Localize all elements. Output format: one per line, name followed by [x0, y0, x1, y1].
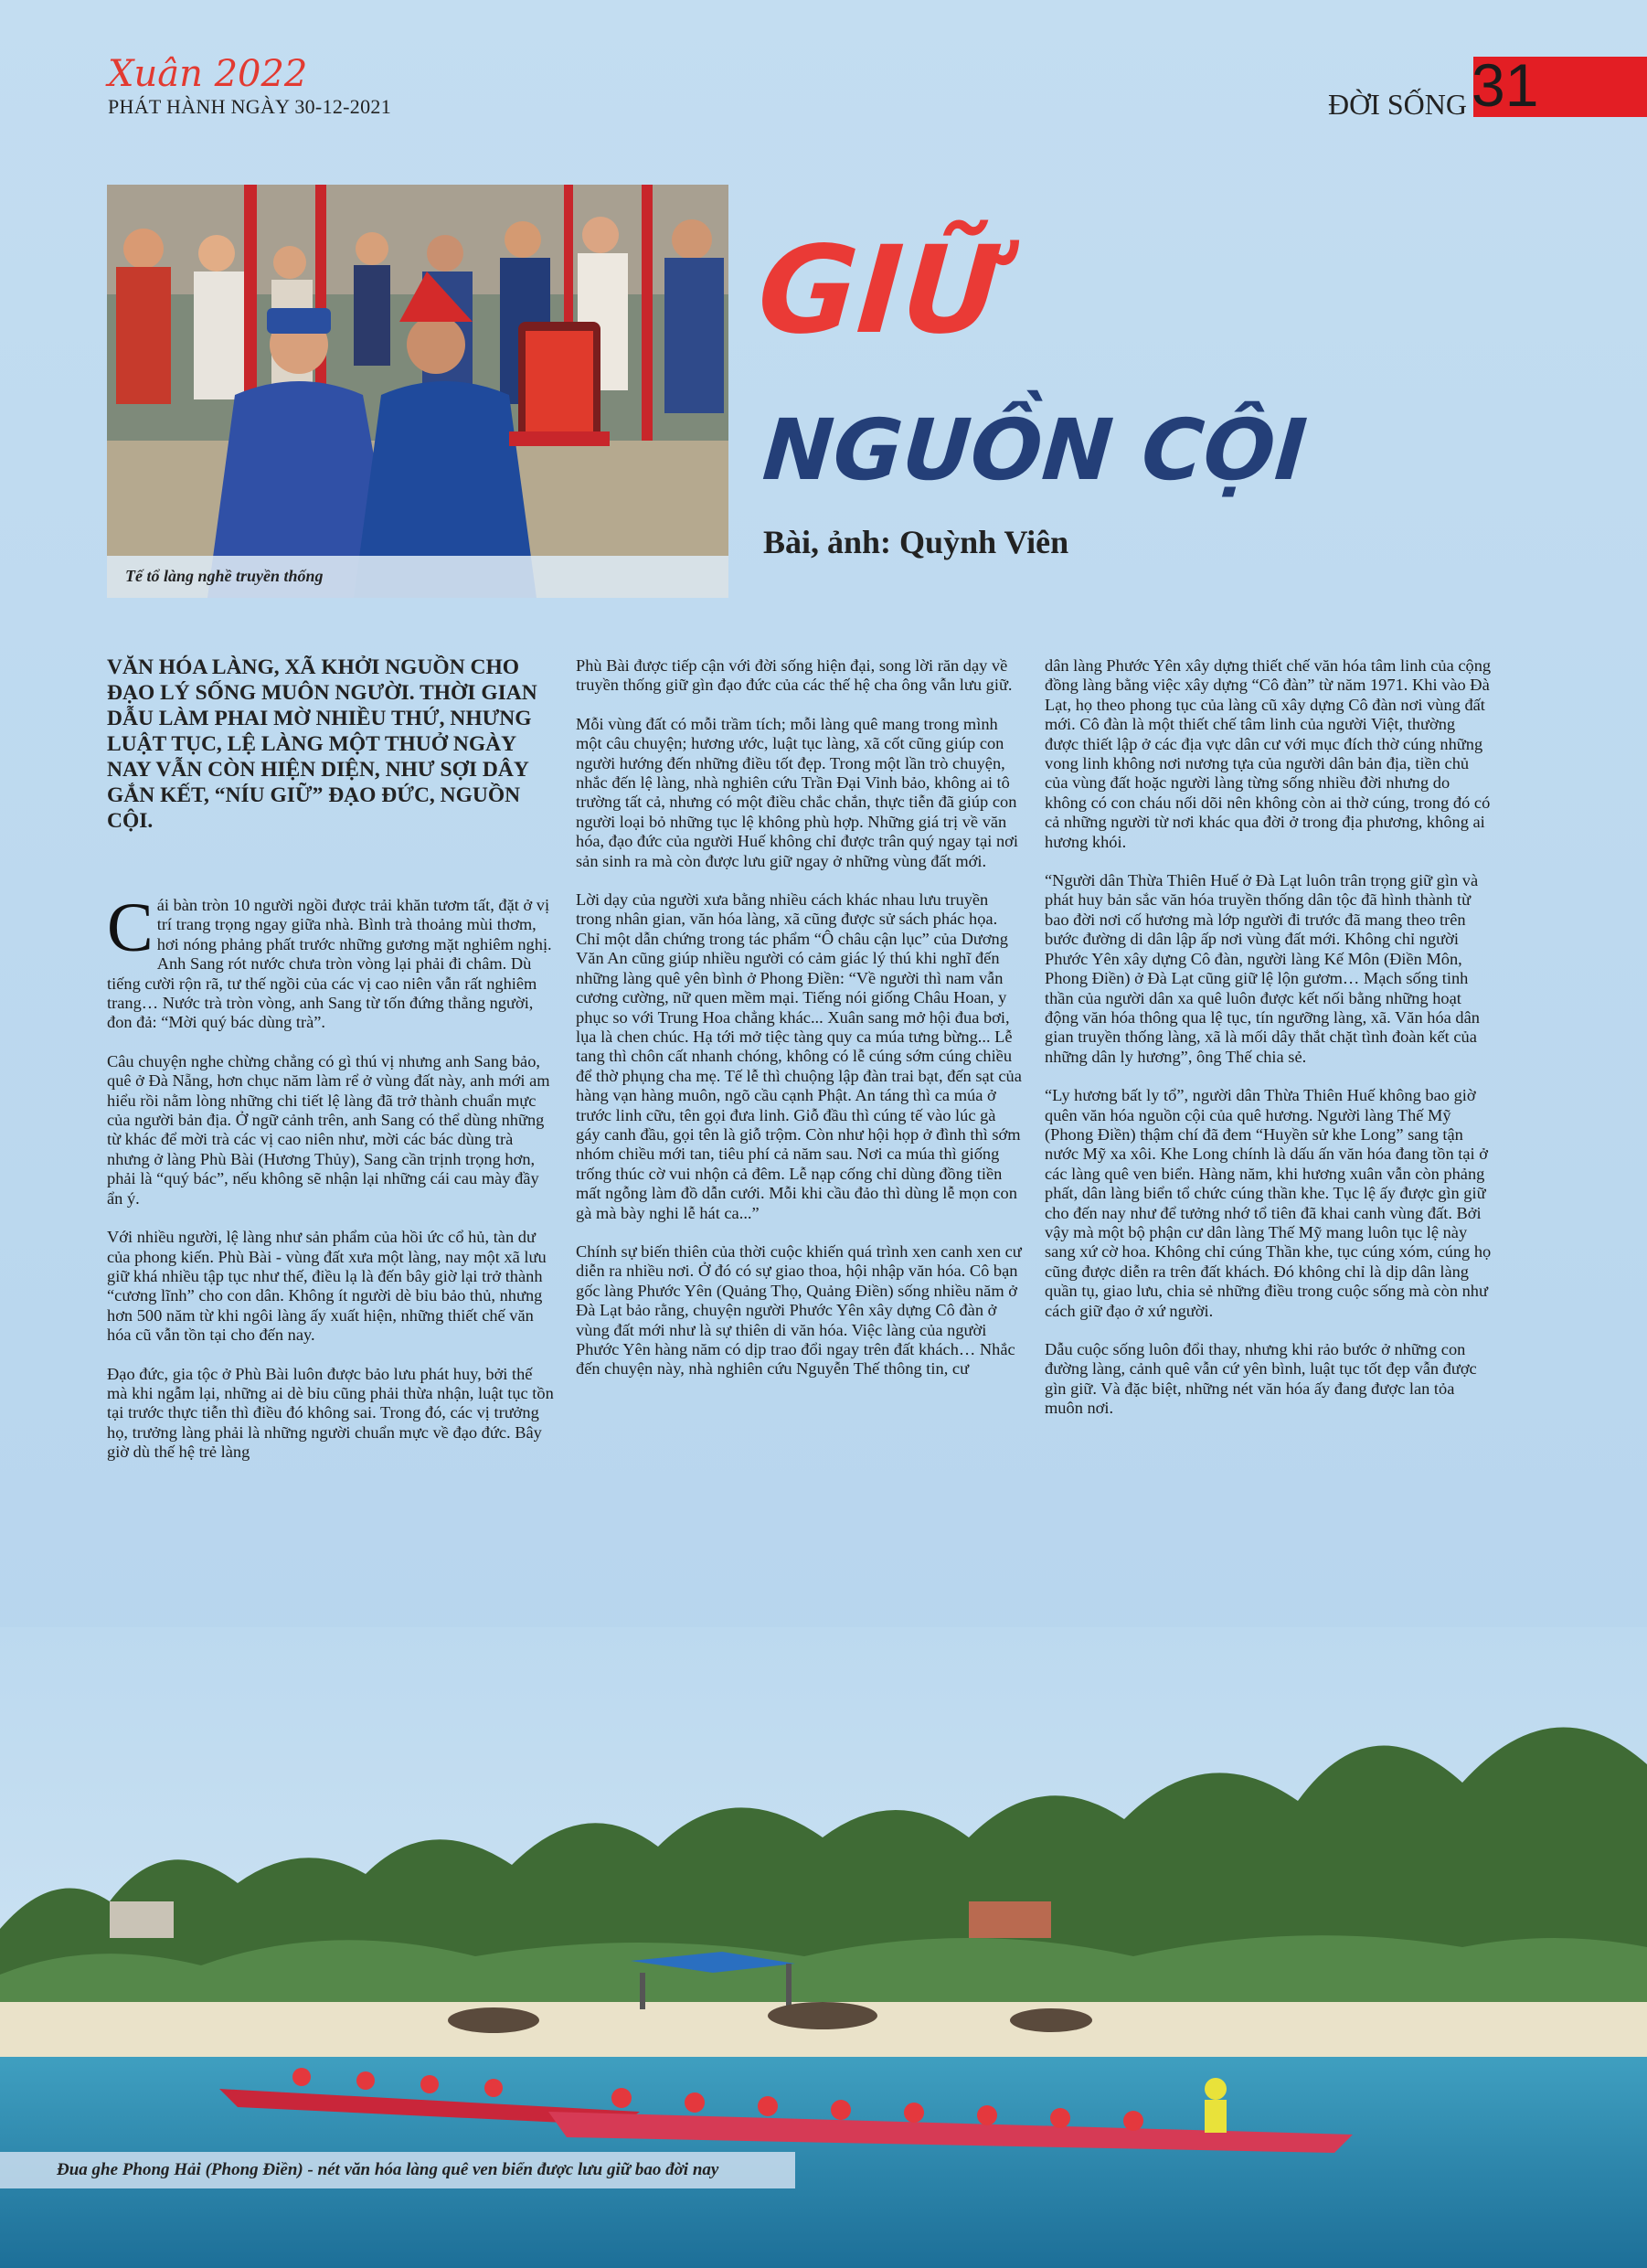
- byline: Bài, ảnh: Quỳnh Viên: [763, 524, 1069, 560]
- page-number: 31: [1472, 51, 1539, 119]
- paragraph: Đạo đức, gia tộc ở Phù Bài luôn được bảo lưu phát huy, bởi thế mà khi ngẫm lại, những ai dè bỉu cũng phải thừa nhận, luật tục tồn tại trước thực tiễn thì điều đó không sai. Trong đó, các vị trưởng họ, trưởng làng phải là những người chuẩn mực về đạo đức. Bây giờ dù thế hệ trẻ làng: [107, 1364, 554, 1462]
- paragraph: “Ly hương bất ly tổ”, người dân Thừa Thiên Huế không bao giờ quên văn hóa nguồn cội của quê hương. Người làng Thế Mỹ (Phong Điền) thậm chí đã đem “Huyền sử khe Long” sang tận nước Mỹ xa xôi. Khe Long chính là dấu ấn văn hóa đang tồn tại ở các làng quê ven biển. Hàng năm, khi hương xuân vẫn còn phảng phất, dân làng biển tổ chức cúng thần khe. Tục lệ ấy được gìn giữ cho đến nay như để tưởng nhớ tổ tiên đã khai canh vùng đất. Bởi vậy mà một bộ phận cư dân làng Thế Mỹ mang luôn tục lệ này sang xứ cờ hoa. Không chỉ cúng Thần khe, tục cúng xóm, cúng họ cũng được diễn ra trên đất khách. Đó không chỉ là dịp dân làng quần tụ, giao lưu, chia sẻ những điều trong cuộc sống mà còn như cách giữ đạo ở xứ người.: [1045, 1086, 1492, 1320]
- issue-title: Xuân 2022: [108, 53, 308, 95]
- paragraph: Dẫu cuộc sống luôn đổi thay, nhưng khi rảo bước ở những con đường làng, cảnh quê vẫn cứ yên bình, luật tục tốt đẹp vẫn được gìn giữ. Và đặc biệt, những nét văn hóa ấy đang được lan tỏa muôn nơi.: [1045, 1340, 1477, 1418]
- article-column-3: [1045, 656, 1493, 1438]
- paragraph: Với nhiều người, lệ làng như sản phẩm của hồi ức cổ hủ, tàn dư của phong kiến. Phù Bài - vùng đất xưa một làng, nay một xã lưu giữ khá nhiều tập tục như thế, điều lạ là đến bây giờ lại trở thành “cương lĩnh” cho con dân. Không ít người dè bỉu bảo thủ, nhưng hơn 500 năm từ khi ngôi làng ấy xuất hiện, những thiết chế văn hóa cũ vẫn tồn tại cho đến nay.: [107, 1228, 547, 1345]
- ceremony-photo: [107, 185, 728, 598]
- lead-paragraph: VĂN HÓA LÀNG, XÃ KHỞI NGUỒN CHO ĐẠO LÝ SỐNG MUÔN NGƯỜI. THỜI GIAN DẪU LÀM PHAI MỜ NHIỀU THỨ, NHƯNG LUẬT TỤC, LỆ LÀNG MỘT THUỞ NGÀY NAY VẪN CÒN HIỆN DIỆN, NHƯ SỢI DÂY GẮN KẾT, “NÍU GIỮ” ĐẠO ĐỨC, NGUỒN CỘI.: [107, 655, 537, 833]
- paragraph-text: ái bàn tròn 10 người ngồi được trải khăn tươm tất, đặt ở vị trí trang trọng ngay giữa nhà. Bình trà thoảng mùi thơm, hơi nóng phảng phất trước những gương mặt nghiêm nghị. Anh Sang rót nước chưa tròn vòng lại phải đi châm. Dù tiếng cười rộn rã, tư thế ngồi của các vị cao niên vẫn rất nghiêm trang… Nước trà tròn vòng, anh Sang từ tốn đứng thẳng người, đon đả: “Mời quý bác dùng trà”.: [107, 896, 552, 1032]
- paragraph: “Người dân Thừa Thiên Huế ở Đà Lạt luôn trân trọng giữ gìn và phát huy bản sắc văn hóa truyền thống dân tộc đã hình thành từ bao đời nơi cố hương mà lớp người đi trước đã mang theo trên bước đường di dân lập ấp nơi vùng đất mới. Không chỉ người Phước Yên xây dựng Cô đàn, người làng Kế Môn (Điền Môn, Phong Điền) ở Đà Lạt cũng giữ lệ lộn gươm… Mạch sống tinh thần của người dân xa quê luôn được kết nối bằng những hoạt động văn hóa thông qua lệ tục, tín ngưỡng làng, xã. Văn hóa dân gian truyền thống làng, xã là mối dây thắt chặt tình đoàn kết của những dân ly hương”, ông Thế chia sẻ.: [1045, 871, 1480, 1066]
- article-column-2: [576, 656, 1024, 1399]
- bottom-photo-caption: Đua ghe Phong Hải (Phong Điền) - nét văn hóa làng quê ven biển được lưu giữ bao đời nay: [57, 2160, 719, 2179]
- title-line-1: GIỮ: [753, 220, 1006, 361]
- section-title: ĐỜI SỐNG: [1328, 88, 1467, 121]
- bottom-photo-caption-band: [0, 2152, 795, 2188]
- release-date: PHÁT HÀNH NGÀY 30-12-2021: [108, 95, 391, 118]
- paragraph: Câu chuyện nghe chừng chẳng có gì thú vị nhưng anh Sang bảo, quê ở Đà Nẵng, hơn chục năm làm rể ở vùng đất này, anh mới am hiểu rồi nằm lòng những chi tiết lệ làng đã trở thành chuẩn mực của người bản địa. Ở ngữ cảnh trên, anh Sang có thể dùng những từ khác để mời trà các vị cao niên như, mời các bác dùng trà nhưng ở làng Phù Bài (Hương Thủy), Sang cần trịnh trọng hơn, phải là “quý bác”, nếu không sẽ nhận lại những cái cau mày đầy ẩn ý.: [107, 1051, 550, 1208]
- top-photo-caption-band: [107, 556, 728, 598]
- top-photo-caption: Tế tổ làng nghề truyền thống: [125, 567, 324, 585]
- paragraph: Phù Bài được tiếp cận với đời sống hiện đại, song lời răn dạy về truyền thống giữ gìn đạo đức của các thế hệ cha ông vẫn lưu giữ.: [576, 656, 1013, 695]
- paragraph: Chính sự biến thiên của thời cuộc khiến quá trình xen canh xen cư diễn ra nhiều nơi. Ở đó có sự giao thoa, hội nhập văn hóa. Cô bạn gốc làng Phước Yên (Quảng Thọ, Quảng Điền) sống nhiều năm ở Đà Lạt bảo rằng, chuyện người Phước Yên xây dựng Cô đàn ở vùng đất mới như là sự thiên di văn hóa. Việc làng của người Phước Yên hàng năm có dịp trao đổi ngay trên đất khách… Nhắc đến chuyện này, nhà nghiên cứu Nguyễn Thế thông tin, cư: [576, 1241, 1022, 1379]
- article-column-1: [107, 889, 555, 1482]
- paragraph: Lời dạy của người xưa bằng nhiều cách khác nhau lưu truyền trong nhân gian, văn hóa làng, xã cũng được sử sách phác họa. Chỉ một dẫn chứng trong tác phẩm “Ô châu cận lục” của Dương Văn An cũng giúp nhiều người có cảm giác lý thú khi nghĩ đến những làng quê yên bình ở Phong Điền: “Về người thì nam vẫn cương cường, nữ quen mềm mại. Tiếng nói giống Châu Hoan, y phục so với Trung Hoa chẳng khác... Xuân sang mở hội đua bơi, lụa là chen chúc. Hạ tới mở tiệc tàng quy ca múa tưng bừng... Lễ tang thì chôn cất nhanh chóng, không có lễ cúng sớm cúng chiều để thờ phụng cha mẹ. Tế lễ thì chuộng lập đàn trai bạt, đến sạt của hàng vạn hàng muôn, ngõ cầu cạnh Phật. An táng thì ca múa ở trước linh cữu, tên gọi đưa linh. Giỗ đầu thì cúng tế vào lúc gà gáy canh đầu, gọi tên là giỗ trộm. Còn như hội họp ở đình thì sớm nhóm chiều mới tan, tiêu phí cả năm sau. Nơi ca múa thì giống trống thúc cờ vui nhộn cả đêm. Lễ nạp cống chỉ dùng đồng tiền mất ngỗng làm đồ dẫn cưới. Mỗi khi cầu đảo thì dùng lễ mọn con gà mà bày nghi lễ hát ca...”: [576, 890, 1022, 1222]
- paragraph: [107, 889, 555, 1033]
- paragraph: Mỗi vùng đất có mỗi trầm tích; mỗi làng quê mang trong mình một câu chuyện; hương ước, luật tục làng, xã cốt cũng giúp con người hướng đến những điều tốt đẹp. Trong một lần trò chuyện, nhắc đến lệ làng, nhà nghiên cứu Trần Đại Vinh bảo, không ai tô trường tất cả, nhưng có một điều chắc chắn, thực tiễn đã giúp con người loại bỏ những tục lệ không phù hợp. Những giá trị về văn hóa, đạo đức của người Huế không chỉ được trân quý ngay tại nơi sản sinh ra mà còn được lưu giữ ngay ở những vùng đất mới.: [576, 714, 1018, 870]
- title-line-2: NGUỒN CỘI: [760, 401, 1311, 499]
- paragraph: dân làng Phước Yên xây dựng thiết chế văn hóa tâm linh của cộng đồng làng bằng việc xây dựng “Cô đàn” từ năm 1971. Khi vào Đà Lạt, họ theo phong tục của làng cũ xây dựng Cô đàn nơi vùng đất mới. Cô đàn là một thiết chế tâm linh của người Việt, thường được thiết lập ở các địa vực dân cư với mục đích thờ cúng những vong linh không nơi nương tựa của người dân bản địa, tiền chủ của vùng đất hoặc người làng từng sống nhiều đời nhưng do không có con cháu nối dõi nên không còn ai thờ cúng, trong đó có cả những người từ nơi khác qua đời ở trong địa phương, không ai hương khói.: [1045, 656, 1492, 851]
- drop-cap: C: [107, 889, 154, 966]
- boat-race-photo: [0, 1627, 1647, 2268]
